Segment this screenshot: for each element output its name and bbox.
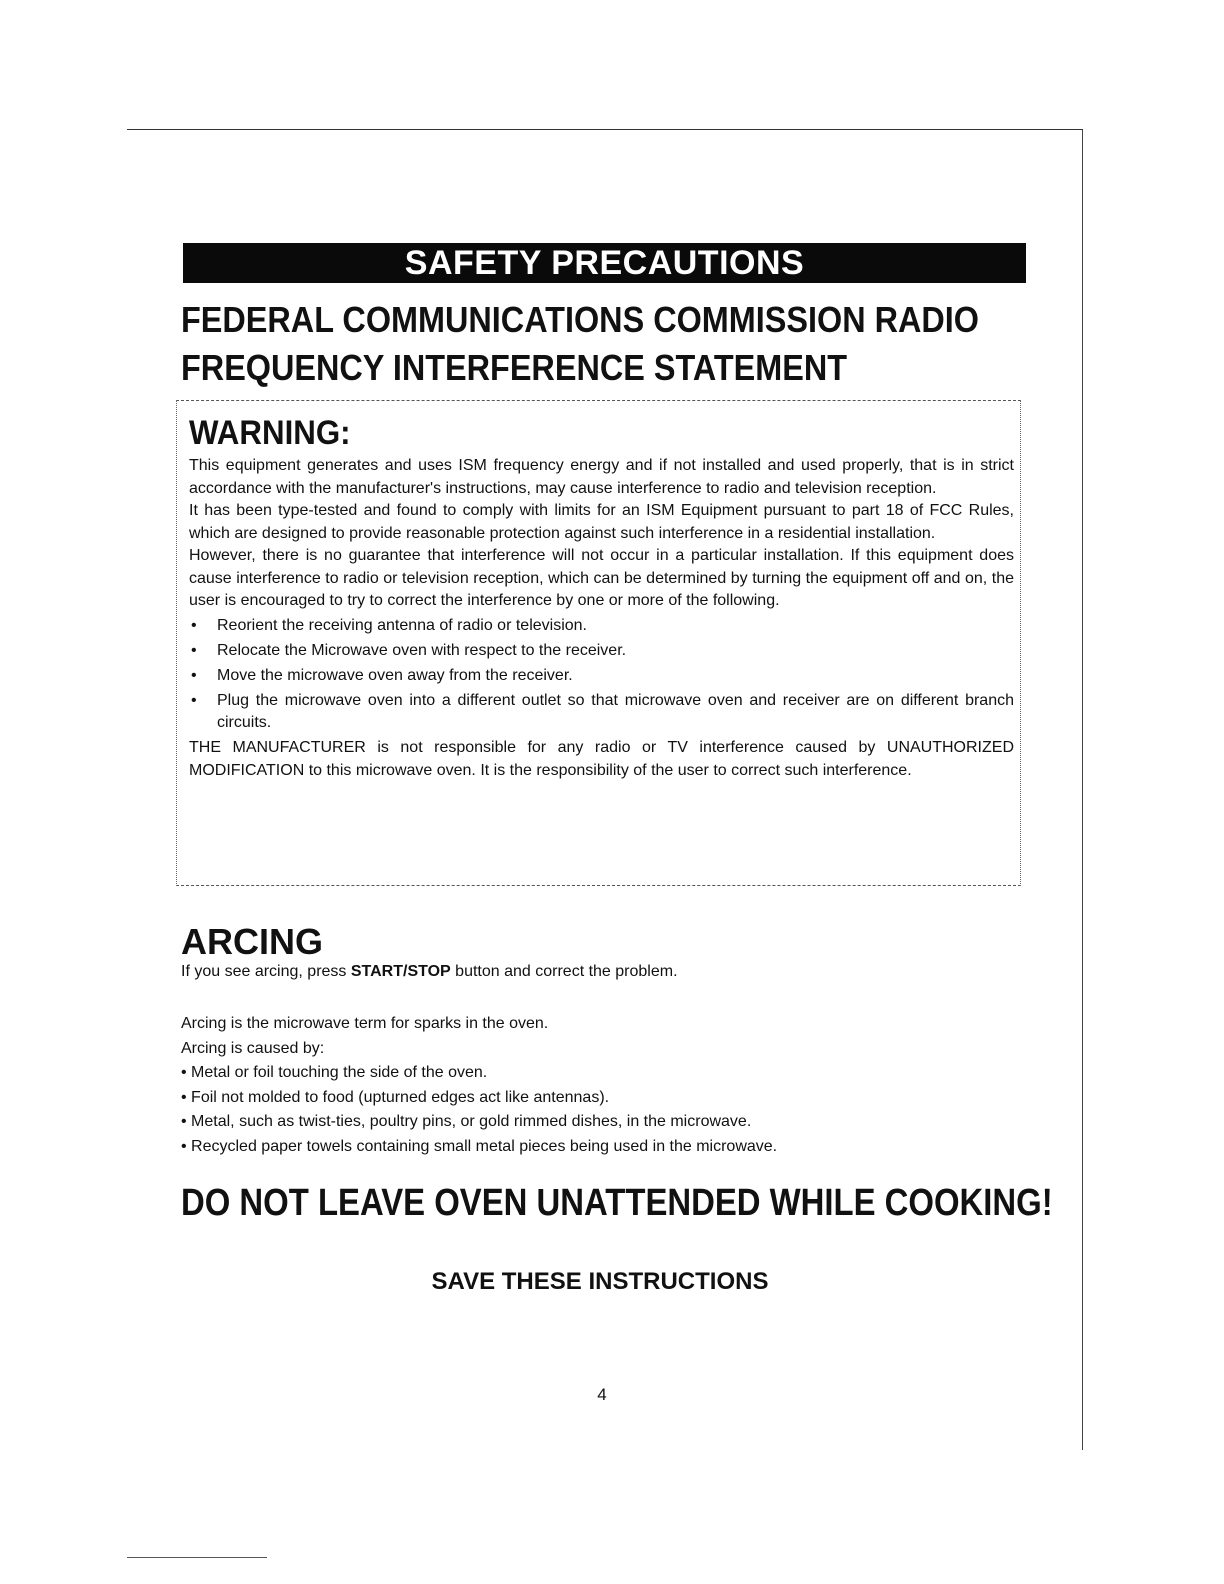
fcc-title-line-2: FREQUENCY INTERFERENCE STATEMENT bbox=[181, 347, 848, 388]
arcing-cause: • Recycled paper towels containing small metal pieces being used in the microwave. bbox=[181, 1137, 778, 1155]
safety-precautions-banner: SAFETY PRECAUTIONS bbox=[183, 243, 1026, 283]
warning-box bbox=[176, 400, 1021, 886]
fcc-statement-title bbox=[181, 296, 980, 392]
warning-paragraph-4: THE MANUFACTURER is not responsible for any radio or TV interference caused by UNAUTHORIZED MODIFICATION to this microwave oven. It is the responsibility of the user to correct such interference. bbox=[189, 739, 1014, 779]
bullet-icon: • bbox=[191, 666, 197, 684]
top-rule bbox=[127, 129, 1083, 130]
start-stop-label: START/STOP bbox=[350, 963, 451, 980]
footer-rule bbox=[127, 1557, 267, 1558]
arcing-heading: ARCING bbox=[181, 921, 323, 962]
arcing-cause-list bbox=[181, 1061, 1021, 1159]
right-margin-rule bbox=[1082, 130, 1083, 1450]
fcc-title-line-1: FEDERAL COMMUNICATIONS COMMISSION RADIO bbox=[181, 299, 980, 340]
arcing-cause: • Metal or foil touching the side of the oven. bbox=[181, 1064, 488, 1081]
arcing-definition: Arcing is the microwave term for sparks in the oven. bbox=[181, 1015, 549, 1032]
warning-heading: WARNING: bbox=[189, 414, 351, 452]
arcing-body bbox=[181, 1012, 1021, 1159]
warning-bullet: • Reorient the receiving antenna of radio or television. bbox=[189, 615, 1014, 638]
arcing-cause: • Foil not molded to food (upturned edges act like antennas). bbox=[181, 1088, 610, 1106]
warning-bullet: • Relocate the Microwave oven with respect to the receiver. bbox=[189, 640, 1014, 663]
page-number: 4 bbox=[597, 1385, 607, 1404]
arcing-cause: • Metal, such as twist-ties, poultry pins, or gold rimmed dishes, in the microwave. bbox=[181, 1113, 752, 1130]
save-instructions-heading: SAVE THESE INSTRUCTIONS bbox=[431, 1268, 769, 1295]
unattended-warning-heading: DO NOT LEAVE OVEN UNATTENDED WHILE COOKING! bbox=[181, 1182, 1053, 1224]
arcing-intro: If you see arcing, press START/STOP button and correct the problem. bbox=[181, 963, 678, 980]
warning-bullet: • Plug the microwave oven into a different outlet so that microwave oven and receiver are on different branch circuits. bbox=[191, 691, 1014, 731]
warning-paragraph-3: However, there is no guarantee that interference will not occur in a particular installation. If this equipment does cause interference to radio or television reception, which can be determined by turning the equipment off and on, the user is encouraged to try to correct the interference by one or more of the following. bbox=[189, 547, 1014, 609]
warning-bullet-list bbox=[189, 615, 1014, 735]
warning-paragraph-1: This equipment generates and uses ISM frequency energy and if not installed and used properly, that is in strict accordance with the manufacturer's instructions, may cause interference to radio and television reception. bbox=[189, 457, 1014, 497]
bullet-icon: • bbox=[191, 641, 197, 659]
bullet-icon: • bbox=[191, 616, 197, 634]
warning-paragraph-2: It has been type-tested and found to comply with limits for an ISM Equipment pursuant to part 18 of FCC Rules, which are designed to provide reasonable protection against such interference in a residential installation. bbox=[189, 502, 1014, 542]
arcing-caused-by: Arcing is caused by: bbox=[181, 1039, 325, 1057]
bullet-icon: • bbox=[191, 691, 197, 709]
warning-bullet: • Move the microwave oven away from the receiver. bbox=[189, 665, 1014, 688]
